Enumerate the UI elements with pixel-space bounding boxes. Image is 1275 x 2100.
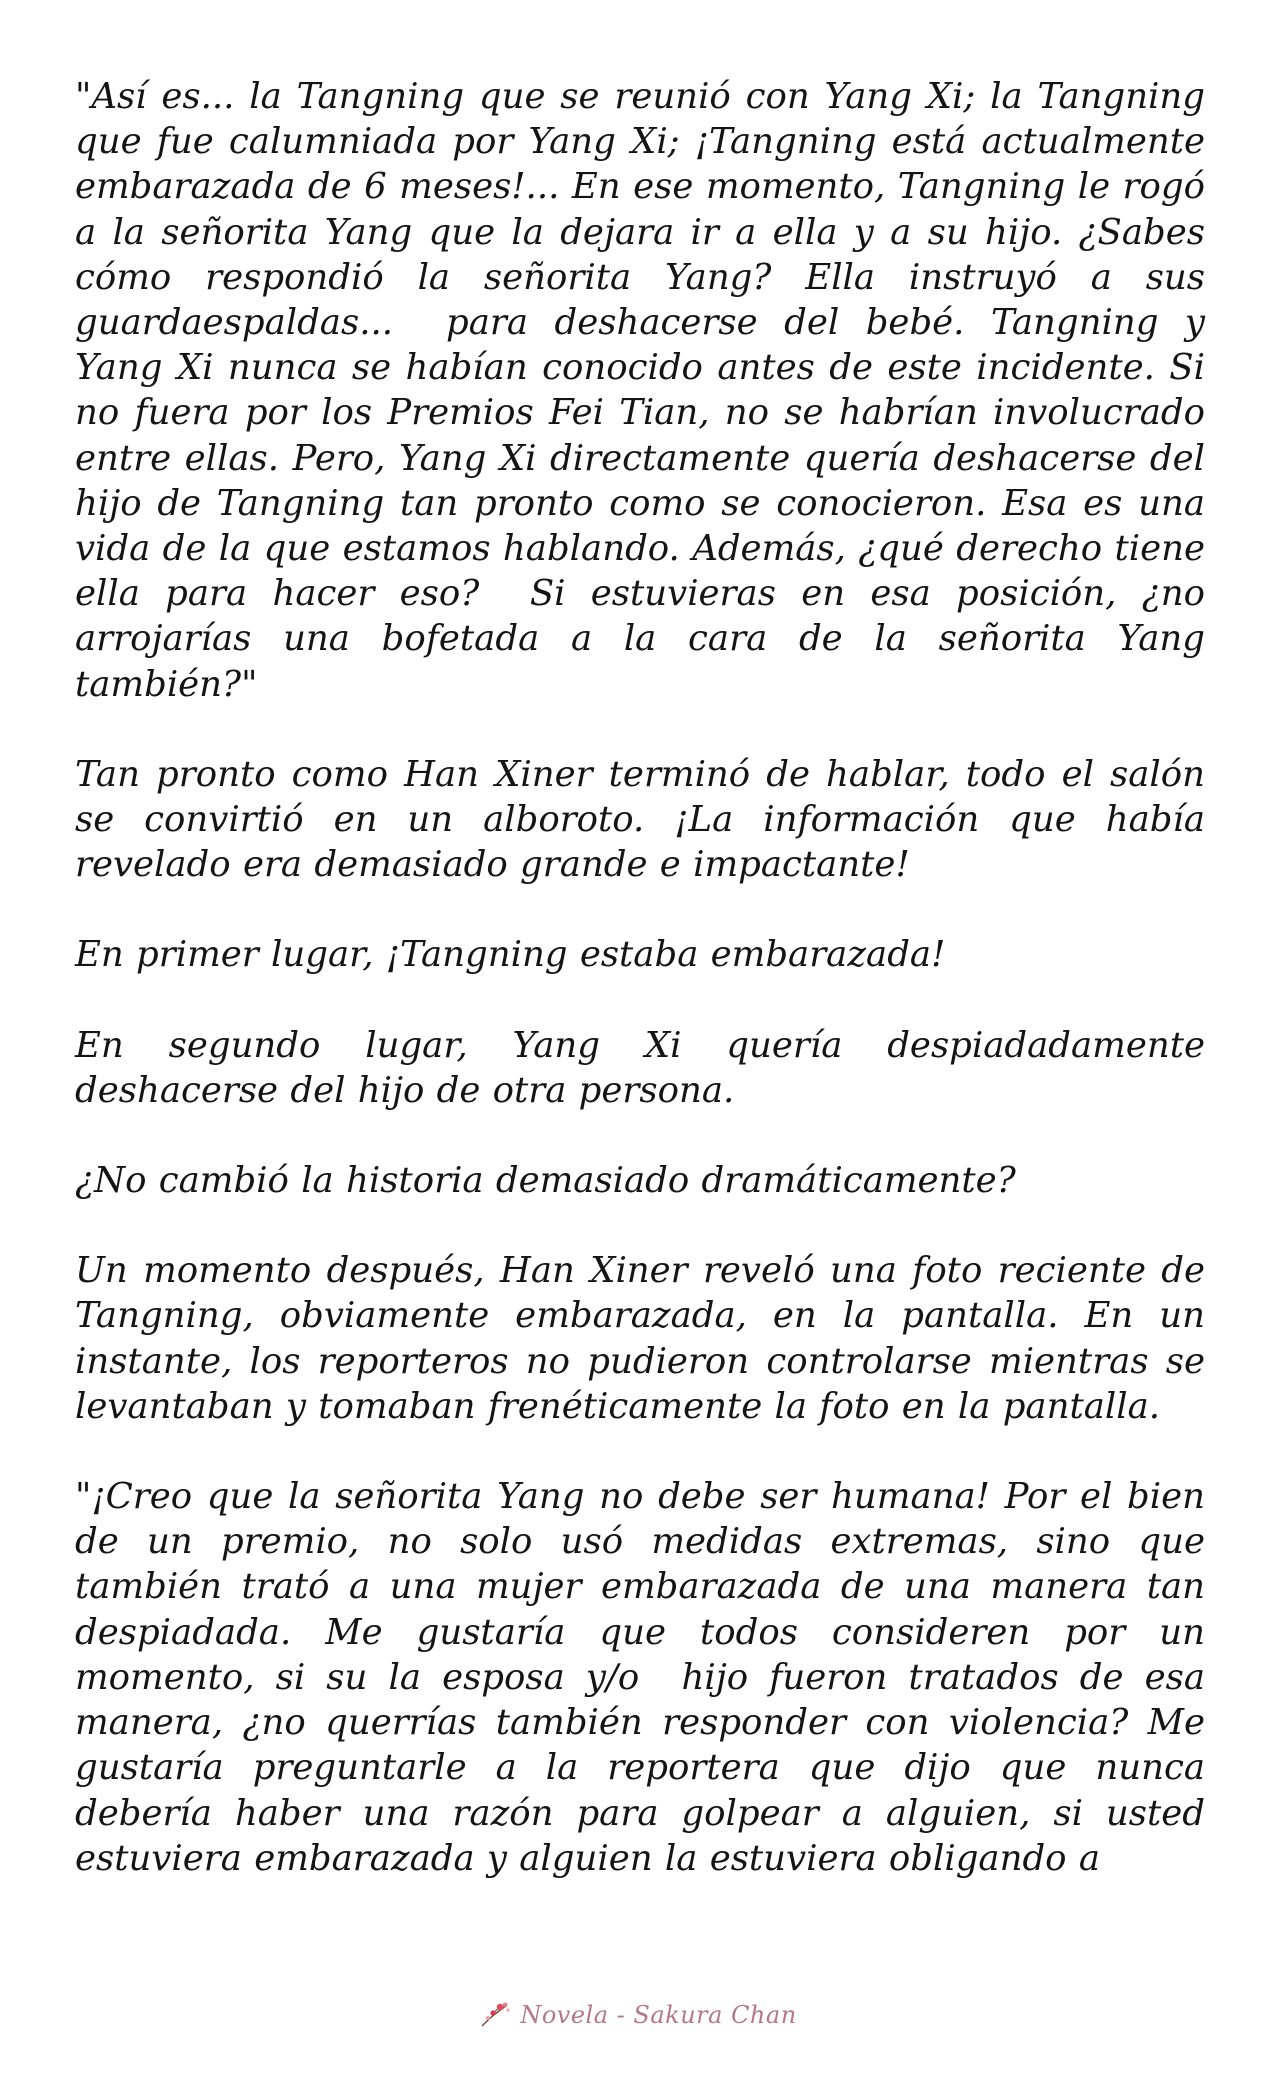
paragraph-1: "Así es... la Tangning que se reunió con Yang Xi; la Tangning que fue calumniada por Yang Xi; ¡Tangning está actualmente embarazada de 6 meses!... En ese momento, Tangning le rogó a la señorita Yang que la dejara ir a ella y a su hijo. ¿Sabes cómo respondió la señorita Yang? Ella instruyó a sus guardaespaldas... para deshacerse del bebé. Tangning y Yang Xi nunca se habían conocido antes de este incidente. Si no fuera por los Premios Fei Tian, no se habrían involucrado entre ellas. Pero, Yang Xi directamente quería deshacerse del hijo de Tangning tan pronto como se conocieron. Esa es una vida de la que estamos hablando. Además, ¿qué derecho tiene ella para hacer eso? Si estuvieras en esa posición, ¿no arrojarías una bofetada a la cara de la señorita Yang también?" xyxy=(75,76,1218,705)
paragraph-2: Tan pronto como Han Xiner terminó de hablar, todo el salón se convirtió en un alboroto. ¡La información que había revelado era demasiado grande e impactante! xyxy=(75,753,1218,886)
watermark-group xyxy=(478,2000,796,2030)
watermark-text: Novela - Sakura Chan xyxy=(520,2001,797,2029)
paragraph-6: Un momento después, Han Xiner reveló una foto reciente de Tangning, obviamente embarazada, en la pantalla. En un instante, los reporteros no pudieron controlarse mientras se levantaban y tomaban frenéticamente la foto en la pantalla. xyxy=(75,1250,1218,1427)
watermark xyxy=(0,2000,1275,2035)
paragraph-5: ¿No cambió la historia demasiado dramáticamente? xyxy=(75,1160,1016,1202)
paragraph-3: En primer lugar, ¡Tangning estaba embarazada! xyxy=(75,934,946,976)
paragraph-7: "¡Creo que la señorita Yang no debe ser humana! Por el bien de un premio, no solo usó medidas extremas, sino que también trató a una mujer embarazada de una manera tan despiadada. Me gustaría que todos consideren por un momento, si su la esposa y/o hijo fueron tratados de esa manera, ¿no querrías también responder con violencia? Me gustaría preguntarle a la reportera que dijo que nunca debería haber una razón para golpear a alguien, si usted estuviera embarazada y alguien la estuviera obligando a xyxy=(75,1476,1218,1879)
document-body xyxy=(75,74,1218,1926)
cherry-blossom-icon xyxy=(478,2000,512,2030)
paragraph-4: En segundo lugar, Yang Xi quería despiadadamente deshacerse del hijo de otra persona. xyxy=(75,1024,1218,1111)
